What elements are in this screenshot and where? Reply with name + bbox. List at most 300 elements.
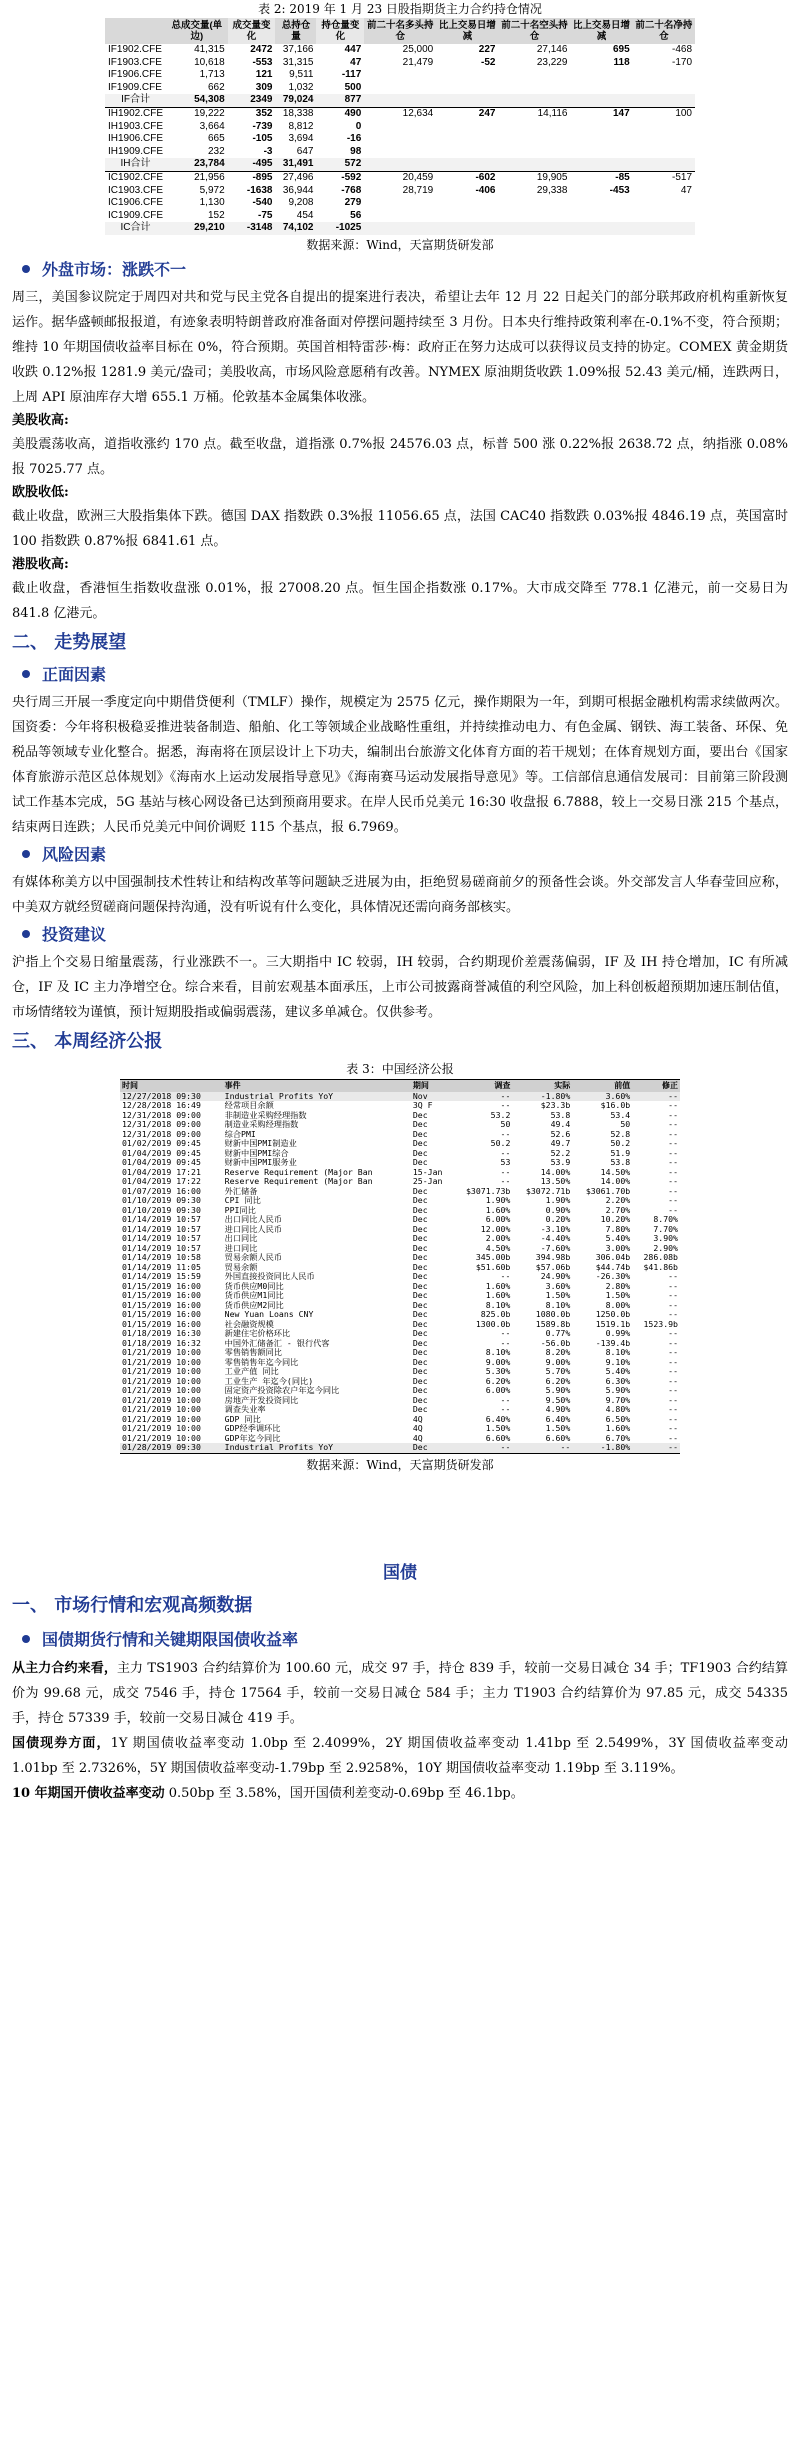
positions-header-cell: 前二十名净持仓 — [633, 18, 695, 44]
positions-cell: 662 — [207, 81, 225, 93]
econ-cell: PPI同比 — [224, 1205, 256, 1215]
positions-cell: IH合计 — [105, 158, 166, 171]
positions-row — [105, 82, 695, 95]
econ-row — [120, 1168, 680, 1178]
econ-cell: 1.60% — [605, 1424, 631, 1434]
econ-cell: Dec — [412, 1443, 428, 1453]
positions-header-cell: 总成交量(单边) — [166, 18, 228, 44]
econ-cell: 1.50% — [545, 1424, 571, 1434]
positions-header-cell: 比上交易日增减 — [570, 18, 632, 44]
econ-cell: 工业产值 同比 — [224, 1367, 279, 1377]
positions-cell — [436, 133, 498, 146]
positions-cell — [498, 69, 570, 82]
econ-cell: 8.10% — [605, 1348, 631, 1358]
positions-cell: 2349 — [228, 94, 276, 107]
econ-cell: -- — [500, 1329, 511, 1339]
positions-cell — [633, 121, 695, 134]
econ-cell: 01/10/2019 09:30 — [122, 1196, 201, 1206]
positions-cell: 27,146 — [536, 44, 568, 55]
econ-cell: Dec — [412, 1139, 428, 1149]
positions-cell: -768 — [341, 184, 362, 196]
econ-cell: Nov — [412, 1091, 428, 1101]
econ-cell: 53.2 — [490, 1110, 511, 1120]
positions-cell: 9,208 — [288, 197, 314, 209]
econ-cell: -- — [668, 1110, 678, 1120]
positions-cell: 447 — [344, 44, 362, 55]
econ-row — [120, 1367, 680, 1377]
econ-row — [120, 1130, 680, 1140]
positions-cell: 8,812 — [288, 120, 314, 132]
econ-cell: 394.98b — [535, 1253, 571, 1263]
econ-cell: 综合PMI — [224, 1129, 256, 1139]
econ-cell: -- — [560, 1443, 571, 1453]
positions-cell — [633, 94, 695, 107]
econ-cell: 6.00% — [485, 1215, 511, 1225]
econ-cell: 5.90% — [545, 1386, 571, 1396]
econ-cell: Dec — [412, 1310, 428, 1320]
econ-cell: GDP年迄今同比 — [224, 1433, 281, 1443]
econ-cell: 贸易余额人民币 — [224, 1253, 282, 1263]
econ-cell: 9.10% — [605, 1357, 631, 1367]
econ-cell: 01/21/2019 10:00 — [122, 1433, 201, 1443]
econ-header-cell: 前值 — [572, 1080, 632, 1092]
econ-cell: 3.90% — [653, 1234, 678, 1244]
econ-cell: 0.90% — [545, 1205, 571, 1215]
econ-cell: 49.7 — [550, 1139, 571, 1149]
positions-cell — [436, 82, 498, 95]
positions-header-cell: 成交量变化 — [228, 18, 276, 44]
econ-cell: -- — [500, 1167, 511, 1177]
econ-cell: Dec — [412, 1348, 428, 1358]
positions-cell: 31,315 — [282, 56, 314, 68]
econ-cell: -- — [668, 1167, 678, 1177]
positions-cell: IF合计 — [105, 94, 166, 107]
positive-factors-text: 央行周三开展一季度定向中期借贷便利（TMLF）操作，规模定为 2575 亿元，操作期限为一年，到期可根据金融机构需求续做两次。国资委：今年将积极稳妥推进装备制造、船舶、化工等领域企业战略性重组，并持续推动电力、有色金属、钢铁、海工装备、环保、免税品等领域专业化整合。据悉，海南将在顶层设计上下功夫，编制出台旅游文化体育方面的若干规划；在体育规划方面，要出台《国家体育旅游示范区总体规划》《海南水上运动发展指导意见》《海南赛马运动发展指导意见》等。工信部信息通信发展司：目前第三阶段测试工作基本完成，5G 基站与核心网设备已达到预商用要求。在岸人民币兑美元 16:30 收盘报 6.7888，较上一交易日涨 215 个基点，结束两日连跌；人民币兑美元中间价调贬 115 个基点，报 6.7969。 — [12, 694, 788, 835]
positions-row — [105, 57, 695, 70]
positions-cell — [498, 146, 570, 159]
econ-cell: -- — [668, 1177, 678, 1187]
econ-cell: Dec — [412, 1405, 428, 1415]
econ-cell: $57.06b — [535, 1262, 571, 1272]
positions-cell — [436, 121, 498, 134]
econ-cell: $51.60b — [475, 1262, 511, 1272]
econ-cell: 12.00% — [480, 1224, 511, 1234]
econ-cell: 01/04/2019 17:21 — [122, 1167, 201, 1177]
econ-cell: Dec — [412, 1186, 428, 1196]
positions-cell — [498, 158, 570, 171]
econ-cell: 1523.9b — [643, 1319, 678, 1329]
econ-cell: 1080.0b — [535, 1310, 571, 1320]
econ-cell: 3.60% — [605, 1091, 631, 1101]
econ-cell: 2.20% — [605, 1196, 631, 1206]
econ-cell: 6.40% — [485, 1414, 511, 1424]
econ-cell: -- — [668, 1205, 678, 1215]
positions-header-cell — [105, 18, 166, 44]
econ-cell: 24.90% — [540, 1272, 571, 1282]
positions-cell — [570, 82, 632, 95]
econ-cell: 01/15/2019 16:00 — [122, 1300, 201, 1310]
econ-header-cell: 事件 — [223, 1080, 411, 1092]
positions-cell — [364, 210, 436, 223]
econ-cell: -- — [500, 1272, 511, 1282]
positions-cell: 500 — [344, 81, 362, 93]
econ-header-cell: 时间 — [120, 1080, 223, 1092]
positions-cell: 227 — [478, 44, 496, 55]
econ-cell: Dec — [412, 1329, 428, 1339]
overseas-heading: 外盘市场：涨跌不一 — [12, 255, 788, 285]
econ-cell: 6.60% — [485, 1433, 511, 1443]
econ-cell: Dec — [412, 1272, 428, 1282]
econ-cell: -- — [668, 1414, 678, 1424]
positions-cell: 2472 — [250, 44, 273, 55]
econ-cell: -- — [668, 1272, 678, 1282]
positions-cell — [570, 197, 632, 210]
econ-row — [120, 1225, 680, 1235]
econ-cell: -- — [668, 1300, 678, 1310]
econ-row — [120, 1177, 680, 1187]
econ-cell: 出口同比 — [224, 1234, 258, 1244]
positions-cell — [633, 146, 695, 159]
positions-cell: 665 — [207, 133, 225, 145]
positions-cell: IF1909.CFE — [108, 81, 162, 93]
econ-cell: 8.70% — [653, 1215, 678, 1225]
risk-factors-text: 有媒体称美方以中国强制技术性转让和结构改革等问题缺乏进展为由，拒绝贸易磋商前夕的预备性会谈。外交部发言人华春莹回应称，中美双方就经贸磋商问题保持沟通，没有听说有什么变化，具体情况还需向商务部核实。 — [12, 874, 788, 915]
econ-cell: -- — [668, 1186, 678, 1196]
econ-cell: 12/31/2018 09:00 — [122, 1120, 201, 1130]
positions-cell — [633, 197, 695, 210]
positions-cell — [436, 146, 498, 159]
positions-cell: 56 — [350, 209, 362, 221]
econ-header-cell: 修正 — [632, 1080, 680, 1092]
positions-row — [105, 210, 695, 223]
econ-row — [120, 1386, 680, 1396]
positions-row — [105, 107, 695, 120]
econ-cell: 01/14/2019 10:57 — [122, 1234, 201, 1244]
positions-cell — [633, 133, 695, 146]
positions-cell: 19,222 — [166, 107, 228, 120]
econ-cell: 6.20% — [485, 1376, 511, 1386]
econ-cell: -- — [500, 1129, 511, 1139]
positions-cell — [364, 146, 436, 159]
econ-cell: 01/07/2019 16:00 — [122, 1186, 201, 1196]
econ-cell: 财新中国PMI服务业 — [224, 1158, 297, 1168]
econ-cell: 4.90% — [545, 1405, 571, 1415]
positions-subtotal-row — [105, 158, 695, 171]
econ-cell: 14.00% — [600, 1177, 631, 1187]
econ-cell: 14.00% — [540, 1167, 571, 1177]
positions-cell: -3148 — [228, 222, 276, 235]
econ-table-header — [120, 1080, 680, 1092]
econ-cell: 非制造业采购经理指数 — [224, 1110, 307, 1120]
positions-cell: 0 — [355, 120, 362, 132]
positions-cell: -52 — [481, 56, 496, 68]
econ-row — [120, 1358, 680, 1368]
econ-cell: Industrial Profits YoY — [224, 1443, 334, 1453]
positions-header-cell: 前二十名多头持仓 — [364, 18, 436, 44]
positions-cell: -170 — [671, 56, 692, 68]
positions-cell — [633, 69, 695, 82]
econ-cell: 9.50% — [545, 1395, 571, 1405]
econ-cell: Dec — [412, 1386, 428, 1396]
bond-heading: 一、 市场行情和宏观高频数据 — [12, 1594, 253, 1616]
econ-cell: 306.04b — [595, 1253, 631, 1263]
econ-cell: Dec — [412, 1205, 428, 1215]
econ-row — [120, 1139, 680, 1149]
positions-cell — [498, 197, 570, 210]
econ-cell: 8.10% — [545, 1300, 571, 1310]
bullet-dot-icon — [22, 265, 30, 273]
positions-row — [105, 197, 695, 210]
econ-cell: 2.80% — [605, 1281, 631, 1291]
econ-row — [120, 1158, 680, 1168]
econ-cell: Dec — [412, 1253, 428, 1263]
econ-cell: 3Q F — [412, 1101, 433, 1111]
econ-row — [120, 1111, 680, 1121]
positions-cell: 23,784 — [166, 158, 228, 171]
econ-cell: -4.40% — [540, 1234, 571, 1244]
positions-cell: 121 — [255, 69, 273, 81]
econ-cell: 15-Jan — [412, 1167, 443, 1177]
econ-cell: 50.2 — [610, 1139, 631, 1149]
econ-cell: 经常项目余额 — [224, 1101, 274, 1111]
positions-cell — [498, 222, 570, 235]
econ-cell: -- — [668, 1120, 678, 1130]
positions-cell: -75 — [258, 209, 273, 221]
econ-cell: 制造业采购经理指数 — [224, 1120, 299, 1130]
econ-table-body — [120, 1092, 680, 1453]
positions-cell — [364, 197, 436, 210]
econ-cell: 2.90% — [653, 1243, 678, 1253]
econ-header-cell: 调查 — [452, 1080, 512, 1092]
econ-cell: 0.77% — [545, 1329, 571, 1339]
econ-cell: 01/14/2019 10:57 — [122, 1215, 201, 1225]
econ-cell: Dec — [412, 1262, 428, 1272]
positions-cell — [436, 197, 498, 210]
econ-cell: 工业生产 年迄今(同比) — [224, 1376, 314, 1386]
econ-cell: 9.00% — [485, 1357, 511, 1367]
positions-cell: -406 — [475, 184, 496, 196]
bullet-dot-icon — [22, 670, 30, 678]
econ-cell: 9.00% — [545, 1357, 571, 1367]
positions-cell — [570, 210, 632, 223]
econ-cell: 财新中国PMI制造业 — [224, 1139, 297, 1149]
econ-cell: $3071.73b — [466, 1186, 511, 1196]
positions-cell: 21,479 — [402, 56, 434, 68]
positions-cell — [633, 158, 695, 171]
econ-cell: 1.50% — [605, 1291, 631, 1301]
positions-cell: 232 — [207, 145, 225, 157]
econ-cell: 13.50% — [540, 1177, 571, 1187]
econ-row — [120, 1415, 680, 1425]
econ-cell: 0.20% — [545, 1215, 571, 1225]
positions-subtotal-row — [105, 222, 695, 235]
econ-cell: -- — [500, 1148, 511, 1158]
positions-cell — [436, 210, 498, 223]
econ-cell: 零售销售额同比 — [224, 1348, 282, 1358]
positions-cell: 14,116 — [498, 107, 570, 120]
positions-row — [105, 44, 695, 57]
econ-cell: 1.60% — [485, 1281, 511, 1291]
positions-cell: 572 — [316, 158, 364, 171]
econ-row — [120, 1101, 680, 1111]
econ-row — [120, 1377, 680, 1387]
econ-cell: 7.80% — [605, 1224, 631, 1234]
positions-cell: IF1906.CFE — [108, 69, 162, 81]
positions-cell — [570, 133, 632, 146]
outlook-heading: 二、 走势展望 — [12, 631, 127, 653]
econ-cell: Dec — [412, 1243, 428, 1253]
positions-cell: 27,496 — [275, 171, 316, 184]
positions-cell: 31,491 — [275, 158, 316, 171]
econ-cell: 01/14/2019 15:59 — [122, 1272, 201, 1282]
econ-cell: -- — [668, 1091, 678, 1101]
econ-cell: 12/31/2018 09:00 — [122, 1129, 201, 1139]
econ-cell: 贸易余额 — [224, 1262, 258, 1272]
econ-cell: -- — [668, 1196, 678, 1206]
econ-cell: -- — [668, 1367, 678, 1377]
positions-cell: 247 — [436, 107, 498, 120]
positions-table — [105, 18, 695, 235]
positions-cell: -105 — [252, 133, 273, 145]
positions-table-body — [105, 44, 695, 235]
positions-cell: IC1902.CFE — [105, 171, 166, 184]
econ-cell: 01/21/2019 10:00 — [122, 1424, 201, 1434]
econ-cell: $3072.71b — [525, 1186, 571, 1196]
econ-row — [120, 1196, 680, 1206]
positions-cell: 647 — [296, 145, 314, 157]
positions-cell: IH1903.CFE — [108, 120, 164, 132]
econ-cell: GDP 同比 — [224, 1414, 261, 1424]
econ-cell: 01/15/2019 16:00 — [122, 1319, 201, 1329]
table2-caption: 表 2: 2019 年 1 月 23 日股指期货主力合约持仓情况 — [258, 2, 542, 16]
econ-cell: 53.8 — [550, 1110, 571, 1120]
econ-cell: -- — [668, 1395, 678, 1405]
positions-cell: 98 — [350, 145, 362, 157]
econ-row — [120, 1291, 680, 1301]
econ-row — [120, 1301, 680, 1311]
econ-cell: 1.90% — [485, 1196, 511, 1206]
econ-cell: Dec — [412, 1357, 428, 1367]
econ-row — [120, 1405, 680, 1415]
bullet-dot-icon — [22, 850, 30, 858]
positions-cell: 877 — [316, 94, 364, 107]
econ-cell: Dec — [412, 1224, 428, 1234]
econ-cell: -- — [500, 1395, 511, 1405]
econ-cell: 1.60% — [485, 1205, 511, 1215]
positions-cell: -85 — [570, 171, 632, 184]
econ-cell: -- — [668, 1443, 678, 1453]
econ-row — [120, 1424, 680, 1434]
econ-cell: Dec — [412, 1148, 428, 1158]
econ-cell: Dec — [412, 1376, 428, 1386]
econ-cell: $44.74b — [595, 1262, 631, 1272]
econ-cell: 2.70% — [605, 1205, 631, 1215]
positions-cell: 118 — [613, 56, 630, 68]
econ-cell: 0.99% — [605, 1329, 631, 1339]
econ-cell: $41.86b — [643, 1262, 678, 1272]
econ-cell: 01/18/2019 16:30 — [122, 1329, 201, 1339]
econ-cell: 12/27/2018 09:30 — [122, 1091, 201, 1101]
positions-cell: 54,308 — [166, 94, 228, 107]
econ-cell: Dec — [412, 1120, 428, 1130]
positions-cell — [364, 82, 436, 95]
investment-advice-heading: 投资建议 — [12, 920, 788, 950]
econ-cell: 01/14/2019 10:57 — [122, 1243, 201, 1253]
positions-cell: -117 — [341, 69, 362, 81]
econ-row — [120, 1187, 680, 1197]
positions-cell — [364, 69, 436, 82]
econ-cell: -7.60% — [540, 1243, 571, 1253]
hk-stock-label: 港股收高: — [12, 556, 69, 572]
positions-cell — [364, 133, 436, 146]
econ-cell: -56.0b — [540, 1338, 571, 1348]
positions-header-cell: 总持仓量 — [275, 18, 316, 44]
positions-row — [105, 121, 695, 134]
econ-cell: 6.70% — [605, 1433, 631, 1443]
econ-cell: 825.0b — [480, 1310, 511, 1320]
positions-cell: -895 — [228, 171, 276, 184]
econ-cell: 01/21/2019 10:00 — [122, 1357, 201, 1367]
positions-cell — [364, 94, 436, 107]
econ-cell: -- — [668, 1329, 678, 1339]
positions-cell — [498, 121, 570, 134]
bond-title: 国债 — [383, 1562, 417, 1583]
econ-cell: 3.00% — [605, 1243, 631, 1253]
positions-cell: 695 — [613, 44, 630, 55]
econ-cell: 5.40% — [605, 1234, 631, 1244]
econ-cell: 53.8 — [610, 1158, 631, 1168]
econ-row — [120, 1215, 680, 1225]
econ-cell: 4.80% — [605, 1405, 631, 1415]
risk-factors-heading: 风险因素 — [12, 840, 788, 870]
positions-cell: 37,166 — [282, 44, 314, 55]
positions-cell: 47 — [680, 184, 692, 196]
econ-cell: 1519.1b — [595, 1319, 631, 1329]
positions-cell: 18,338 — [275, 107, 316, 120]
econ-cell: Dec — [412, 1158, 428, 1168]
econ-cell: Dec — [412, 1338, 428, 1348]
positions-cell — [436, 222, 498, 235]
econ-cell: 6.60% — [545, 1433, 571, 1443]
econ-cell: 零售销售年迄今同比 — [224, 1357, 299, 1367]
econ-cell: 51.9 — [610, 1148, 631, 1158]
positions-cell: 454 — [296, 209, 314, 221]
positions-row — [105, 171, 695, 184]
positions-row — [105, 133, 695, 146]
econ-cell: 50 — [500, 1120, 511, 1130]
positions-cell: 21,956 — [166, 171, 228, 184]
econ-cell: 01/04/2019 17:22 — [122, 1177, 201, 1187]
overseas-paragraph: 周三，美国参议院定于周四对共和党与民主党各自提出的提案进行表决，希望让去年 12 月 22 日起关门的部分联邦政府机构重新恢复运作。据华盛顿邮报报道，有迹象表明特朗普政府准备面对停摆问题持续至 3 月份。日本央行维持政策利率在-0.1%不变，符合预期；维持 10 年期国债收益率目标在 0%，符合预期。英国首相特雷莎·梅：政府正在努力达成可以获得议员支持的协定。COMEX 黄金期货收跌 0.12%报 1281.9 美元/盎司；美股收高，市场风险意愿稍有改善。NYMEX 原油期货收跌 1.09%报 52.43 美元/桶，连跌两日，上周 API 原油库存大增 655.1 万桶。伦敦基本金属集体收涨。 — [12, 289, 788, 405]
positions-cell: 25,000 — [402, 44, 434, 55]
econ-table-wrap — [120, 1079, 680, 1454]
econ-cell: 01/28/2019 09:30 — [122, 1443, 201, 1453]
econ-cell: -- — [668, 1148, 678, 1158]
positions-cell: 12,634 — [364, 107, 436, 120]
positions-cell: 29,338 — [536, 184, 568, 196]
econ-cell: 新建住宅价格环比 — [224, 1329, 291, 1339]
econ-cell: 调查失业率 — [224, 1405, 266, 1415]
econ-cell: 01/02/2019 09:45 — [122, 1139, 201, 1149]
econ-source: 数据来源：Wind，天富期货研发部 — [306, 1457, 494, 1472]
econ-cell: 01/18/2019 16:32 — [122, 1338, 201, 1348]
positions-cell — [633, 222, 695, 235]
eu-stock-label: 欧股收低: — [12, 484, 69, 500]
positions-cell — [498, 94, 570, 107]
econ-cell: -3.10% — [540, 1224, 571, 1234]
econ-cell: 01/15/2019 16:00 — [122, 1291, 201, 1301]
econ-cell: 1.90% — [545, 1196, 571, 1206]
